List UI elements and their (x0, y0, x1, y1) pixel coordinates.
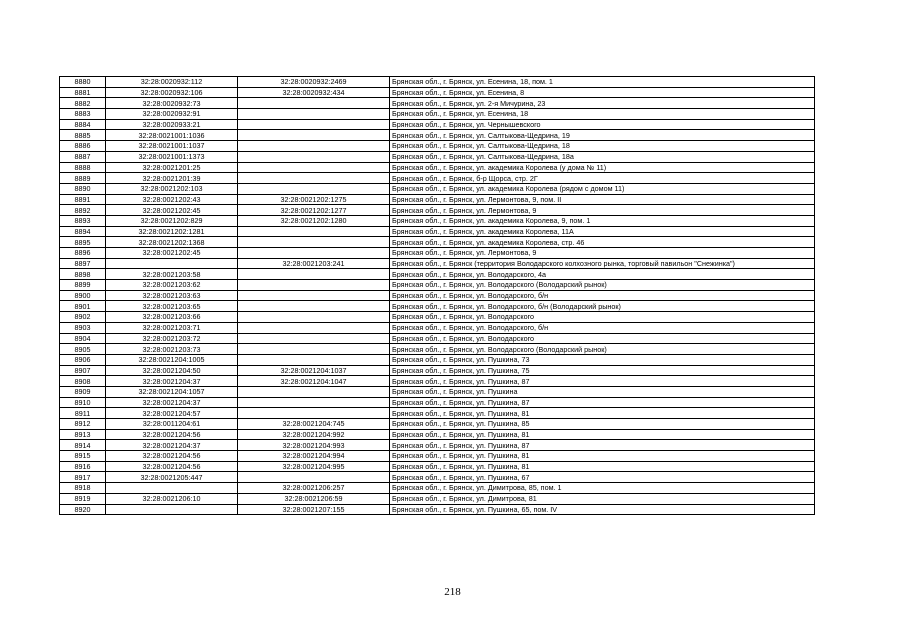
building-cadastral-number (238, 248, 390, 259)
cadastral-number (106, 504, 238, 515)
table-row (60, 215, 815, 226)
cadastral-number: 32:28:0021203:71 (106, 322, 238, 333)
building-cadastral-number (238, 130, 390, 141)
cadastral-number: 32:28:0021204:37 (106, 376, 238, 387)
row-number: 8903 (60, 322, 106, 333)
address: Брянская обл., г. Брянск, ул. Пушкина, 67 (390, 472, 815, 483)
building-cadastral-number: 32:28:0020932:2469 (238, 77, 390, 88)
cadastral-number: 32:28:0021204:50 (106, 365, 238, 376)
table-row (60, 280, 815, 291)
table-row (60, 397, 815, 408)
row-number: 8881 (60, 87, 106, 98)
address: Брянская обл., г. Брянск, ул. Пушкина, 81 (390, 461, 815, 472)
address: Брянская обл., г. Брянск, ул. академика Королева, 9, пом. 1 (390, 215, 815, 226)
table-row (60, 429, 815, 440)
building-cadastral-number: 32:28:0021206:257 (238, 483, 390, 494)
row-number: 8920 (60, 504, 106, 515)
address: Брянская обл., г. Брянск, б-р Щорса, стр. 2Г (390, 173, 815, 184)
row-number: 8882 (60, 98, 106, 109)
building-cadastral-number (238, 312, 390, 323)
building-cadastral-number: 32:28:0021204:992 (238, 429, 390, 440)
building-cadastral-number: 32:28:0021202:1275 (238, 194, 390, 205)
address: Брянская обл., г. Брянск, ул. Володарского (Володарский рынок) (390, 344, 815, 355)
cadastral-number: 32:28:0021204:37 (106, 397, 238, 408)
cadastral-number: 32:28:0020933:21 (106, 119, 238, 130)
cadastral-number: 32:28:0021204:1005 (106, 354, 238, 365)
building-cadastral-number (238, 472, 390, 483)
table-row (60, 183, 815, 194)
address: Брянская обл., г. Брянск, ул. Димитрова, 81 (390, 493, 815, 504)
cadastral-number: 32:28:0021203:72 (106, 333, 238, 344)
row-number: 8886 (60, 141, 106, 152)
building-cadastral-number: 32:28:0021204:994 (238, 451, 390, 462)
cadastral-number: 32:28:0021204:57 (106, 408, 238, 419)
address: Брянская обл., г. Брянск, ул. Пушкина, 81 (390, 408, 815, 419)
table-row (60, 77, 815, 88)
row-number: 8885 (60, 130, 106, 141)
building-cadastral-number (238, 141, 390, 152)
table-row (60, 344, 815, 355)
row-number: 8916 (60, 461, 106, 472)
table-row (60, 354, 815, 365)
building-cadastral-number: 32:28:0021204:1047 (238, 376, 390, 387)
row-number: 8912 (60, 419, 106, 430)
address: Брянская обл., г. Брянск, ул. Пушкина, 65, пом. IV (390, 504, 815, 515)
table-row (60, 162, 815, 173)
address: Брянская обл., г. Брянск, ул. Володарского (390, 333, 815, 344)
building-cadastral-number (238, 290, 390, 301)
table-row (60, 109, 815, 120)
address: Брянская обл., г. Брянск, ул. Володарского (390, 312, 815, 323)
row-number: 8892 (60, 205, 106, 216)
row-number: 8896 (60, 248, 106, 259)
table-row (60, 226, 815, 237)
cadastral-number: 32:28:0021203:65 (106, 301, 238, 312)
table-row (60, 472, 815, 483)
address: Брянская обл., г. Брянск, ул. Пушкина (390, 386, 815, 397)
table-row (60, 151, 815, 162)
building-cadastral-number (238, 322, 390, 333)
building-cadastral-number: 32:28:0021204:1037 (238, 365, 390, 376)
table-row (60, 408, 815, 419)
row-number: 8898 (60, 269, 106, 280)
cadastral-number: 32:28:0021001:1037 (106, 141, 238, 152)
address: Брянская обл., г. Брянск, ул. Пушкина, 81 (390, 451, 815, 462)
building-cadastral-number: 32:28:0021204:745 (238, 419, 390, 430)
building-cadastral-number: 32:28:0021207:155 (238, 504, 390, 515)
cadastral-number: 32:28:0021203:62 (106, 280, 238, 291)
table-row (60, 301, 815, 312)
building-cadastral-number (238, 237, 390, 248)
address: Брянская обл., г. Брянск, ул. Пушкина, 87 (390, 440, 815, 451)
address: Брянская обл., г. Брянск, ул. Пушкина, 81 (390, 429, 815, 440)
building-cadastral-number (238, 183, 390, 194)
table-row (60, 483, 815, 494)
table-row (60, 419, 815, 430)
cadastral-number: 32:28:0021202:43 (106, 194, 238, 205)
cadastral-number: 32:28:0021204:1057 (106, 386, 238, 397)
row-number: 8907 (60, 365, 106, 376)
building-cadastral-number: 32:28:0021203:241 (238, 258, 390, 269)
row-number: 8890 (60, 183, 106, 194)
building-cadastral-number (238, 173, 390, 184)
row-number: 8880 (60, 77, 106, 88)
table-row (60, 269, 815, 280)
row-number: 8906 (60, 354, 106, 365)
building-cadastral-number (238, 280, 390, 291)
address: Брянская обл., г. Брянск, ул. Пушкина, 85 (390, 419, 815, 430)
cadastral-number: 32:28:0021203:63 (106, 290, 238, 301)
table-row (60, 194, 815, 205)
building-cadastral-number (238, 408, 390, 419)
row-number: 8887 (60, 151, 106, 162)
table-row (60, 493, 815, 504)
table-row (60, 141, 815, 152)
building-cadastral-number (238, 151, 390, 162)
row-number: 8902 (60, 312, 106, 323)
building-cadastral-number (238, 226, 390, 237)
row-number: 8893 (60, 215, 106, 226)
row-number: 8897 (60, 258, 106, 269)
page-number: 218 (444, 586, 461, 598)
table-row (60, 87, 815, 98)
table-row (60, 237, 815, 248)
cadastral-number: 32:28:0021202:1368 (106, 237, 238, 248)
row-number: 8914 (60, 440, 106, 451)
building-cadastral-number (238, 162, 390, 173)
building-cadastral-number (238, 344, 390, 355)
address: Брянская обл., г. Брянск, ул. Володарского, б/н (390, 322, 815, 333)
table-row (60, 173, 815, 184)
address: Брянская обл., г. Брянск, ул. Салтыкова-Щедрина, 18 (390, 141, 815, 152)
cadastral-number: 32:28:0020932:112 (106, 77, 238, 88)
row-number: 8901 (60, 301, 106, 312)
building-cadastral-number: 32:28:0021202:1277 (238, 205, 390, 216)
address: Брянская обл., г. Брянск, ул. академика Королева, 11А (390, 226, 815, 237)
cadastral-number: 32:28:0021203:73 (106, 344, 238, 355)
cadastral-number: 32:28:0011204:61 (106, 419, 238, 430)
cadastral-number: 32:28:0021203:66 (106, 312, 238, 323)
row-number: 8891 (60, 194, 106, 205)
cadastral-number: 32:28:0021202:1281 (106, 226, 238, 237)
address: Брянская обл., г. Брянск, ул. академика Королева, стр. 46 (390, 237, 815, 248)
building-cadastral-number (238, 119, 390, 130)
table-row (60, 504, 815, 515)
row-number: 8889 (60, 173, 106, 184)
address: Брянская обл., г. Брянск, ул. Салтыкова-Щедрина, 18а (390, 151, 815, 162)
row-number: 8883 (60, 109, 106, 120)
cadastral-number: 32:28:0021204:56 (106, 451, 238, 462)
cadastral-number: 32:28:0021204:56 (106, 461, 238, 472)
address: Брянская обл., г. Брянск, ул. Димитрова, 85, пом. 1 (390, 483, 815, 494)
table-row (60, 451, 815, 462)
building-cadastral-number (238, 269, 390, 280)
table-row (60, 312, 815, 323)
building-cadastral-number: 32:28:0021204:995 (238, 461, 390, 472)
cadastral-number: 32:28:0021201:39 (106, 173, 238, 184)
row-number: 8888 (60, 162, 106, 173)
address: Брянская обл., г. Брянск, ул. Володарского (Володарский рынок) (390, 280, 815, 291)
row-number: 8899 (60, 280, 106, 291)
table-row (60, 322, 815, 333)
row-number: 8909 (60, 386, 106, 397)
cadastral-number (106, 483, 238, 494)
building-cadastral-number (238, 98, 390, 109)
cadastral-number: 32:28:0020932:73 (106, 98, 238, 109)
row-number: 8905 (60, 344, 106, 355)
row-number: 8894 (60, 226, 106, 237)
row-number: 8913 (60, 429, 106, 440)
table-row (60, 365, 815, 376)
row-number: 8918 (60, 483, 106, 494)
row-number: 8915 (60, 451, 106, 462)
address: Брянская обл., г. Брянск, ул. Володарского, 4а (390, 269, 815, 280)
table-row (60, 290, 815, 301)
building-cadastral-number (238, 397, 390, 408)
row-number: 8919 (60, 493, 106, 504)
cadastral-number: 32:28:0021205:447 (106, 472, 238, 483)
table-row (60, 376, 815, 387)
cadastral-number: 32:28:0021001:1373 (106, 151, 238, 162)
address: Брянская обл., г. Брянск, ул. Есенина, 18, пом. 1 (390, 77, 815, 88)
row-number: 8911 (60, 408, 106, 419)
cadastral-number: 32:28:0021203:58 (106, 269, 238, 280)
address: Брянская обл., г. Брянск, ул. академика Королева (рядом с домом 11) (390, 183, 815, 194)
cadastral-number: 32:28:0021202:103 (106, 183, 238, 194)
address: Брянская обл., г. Брянск (территория Володарского колхозного рынка, торговый павильон "Снежинка") (390, 258, 815, 269)
address: Брянская обл., г. Брянск, ул. Чернышевского (390, 119, 815, 130)
cadastral-number: 32:28:0020932:106 (106, 87, 238, 98)
table-row (60, 461, 815, 472)
table-row (60, 333, 815, 344)
cadastral-number: 32:28:0021206:10 (106, 493, 238, 504)
address: Брянская обл., г. Брянск, ул. Лермонтова, 9 (390, 248, 815, 259)
building-cadastral-number: 32:28:0020932:434 (238, 87, 390, 98)
building-cadastral-number (238, 109, 390, 120)
address: Брянская обл., г. Брянск, ул. Пушкина, 75 (390, 365, 815, 376)
building-cadastral-number (238, 386, 390, 397)
address: Брянская обл., г. Брянск, ул. Пушкина, 87 (390, 397, 815, 408)
table-row (60, 258, 815, 269)
cadastral-number: 32:28:0021201:25 (106, 162, 238, 173)
table-row (60, 130, 815, 141)
building-cadastral-number (238, 301, 390, 312)
registry-table (59, 76, 815, 515)
address: Брянская обл., г. Брянск, ул. Пушкина, 73 (390, 354, 815, 365)
table-row (60, 386, 815, 397)
registry-table-body (60, 77, 815, 515)
cadastral-number: 32:28:0021204:37 (106, 440, 238, 451)
row-number: 8917 (60, 472, 106, 483)
row-number: 8904 (60, 333, 106, 344)
building-cadastral-number (238, 333, 390, 344)
cadastral-number: 32:28:0021202:45 (106, 205, 238, 216)
address: Брянская обл., г. Брянск, ул. академика Королева (у дома № 11) (390, 162, 815, 173)
address: Брянская обл., г. Брянск, ул. Володарского, б/н (390, 290, 815, 301)
building-cadastral-number (238, 354, 390, 365)
row-number: 8895 (60, 237, 106, 248)
table-row (60, 440, 815, 451)
cadastral-number: 32:28:0020932:91 (106, 109, 238, 120)
address: Брянская обл., г. Брянск, ул. 2-я Мичурина, 23 (390, 98, 815, 109)
building-cadastral-number: 32:28:0021202:1280 (238, 215, 390, 226)
address: Брянская обл., г. Брянск, ул. Лермонтова, 9 (390, 205, 815, 216)
row-number: 8910 (60, 397, 106, 408)
address: Брянская обл., г. Брянск, ул. Пушкина, 87 (390, 376, 815, 387)
address: Брянская обл., г. Брянск, ул. Лермонтова, 9, пом. II (390, 194, 815, 205)
table-row (60, 248, 815, 259)
row-number: 8908 (60, 376, 106, 387)
address: Брянская обл., г. Брянск, ул. Салтыкова-Щедрина, 19 (390, 130, 815, 141)
row-number: 8900 (60, 290, 106, 301)
cadastral-number: 32:28:0021204:56 (106, 429, 238, 440)
address: Брянская обл., г. Брянск, ул. Володарского, б/н (Володарский рынок) (390, 301, 815, 312)
address: Брянская обл., г. Брянск, ул. Есенина, 18 (390, 109, 815, 120)
building-cadastral-number: 32:28:0021206:59 (238, 493, 390, 504)
cadastral-number: 32:28:0021202:45 (106, 248, 238, 259)
building-cadastral-number: 32:28:0021204:993 (238, 440, 390, 451)
table-row (60, 119, 815, 130)
cadastral-number (106, 258, 238, 269)
cadastral-number: 32:28:0021001:1036 (106, 130, 238, 141)
table-row (60, 98, 815, 109)
cadastral-number: 32:28:0021202:829 (106, 215, 238, 226)
row-number: 8884 (60, 119, 106, 130)
table-row (60, 205, 815, 216)
address: Брянская обл., г. Брянск, ул. Есенина, 8 (390, 87, 815, 98)
